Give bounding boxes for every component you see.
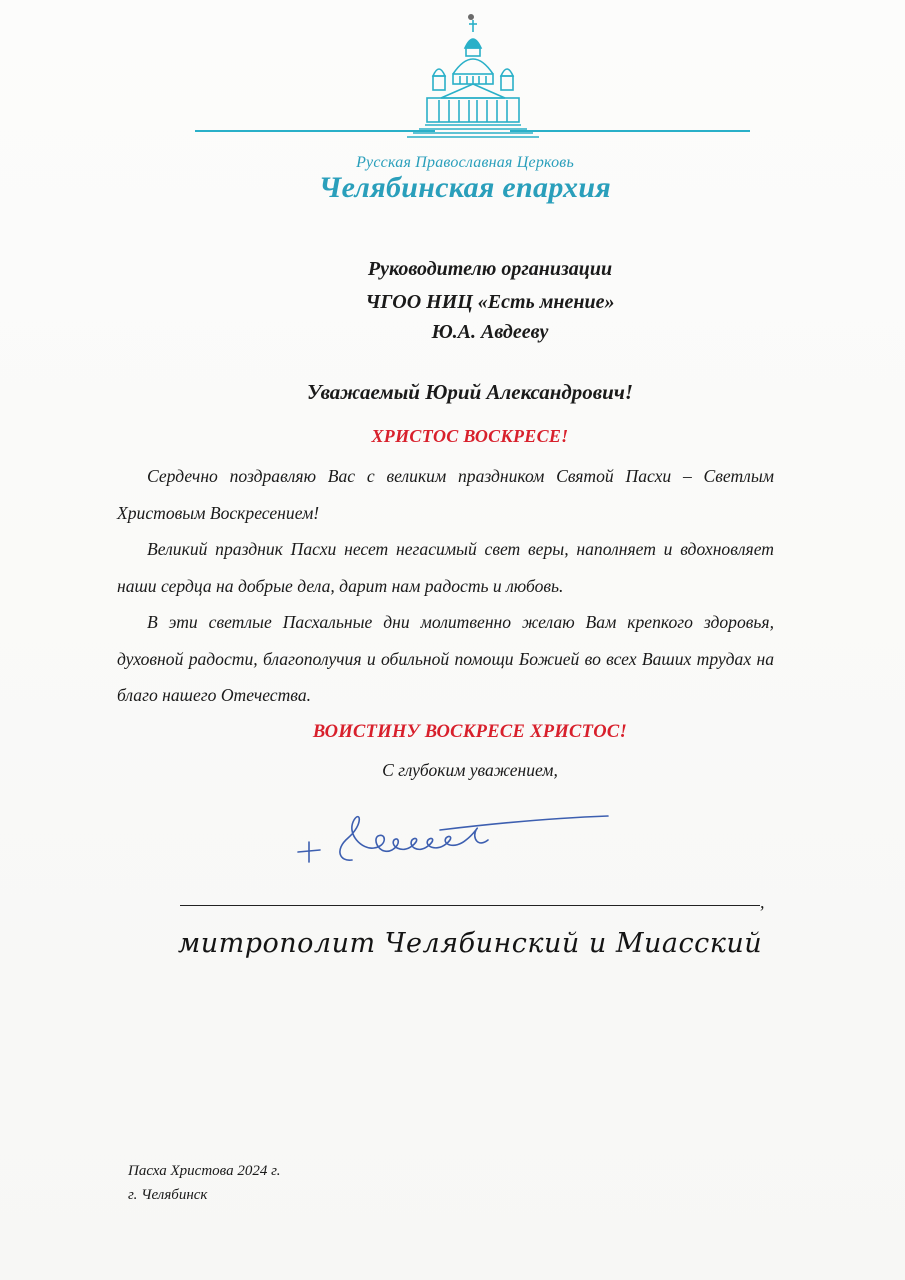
paragraph-2: Великий праздник Пасхи несет негасимый свет веры, наполняет и вдохновляет наши сердца на добрые дела, дарит нам радость и любовь. [117,539,774,596]
signature-comma: , [760,892,765,912]
addressee-line-2: ЧГОО НИЦ «Есть мнение» [365,291,615,313]
footer-date: Пасха Христова 2024 г. [128,1163,281,1179]
footer-place: г. Челябинск [128,1187,208,1203]
closing-line: С глубоким уважением, [382,760,558,780]
letterhead-rule-right [510,130,750,132]
headline-bottom: ВОИСТИНУ ВОСКРЕСЕ ХРИСТОС! [312,722,628,742]
letterhead-rule-left [195,130,435,132]
church-name: Русская Православная Церковь [356,154,574,171]
signature-line [180,905,760,906]
paragraph-3: В эти светлые Пасхальные дни молитвенно желаю Вам крепкого здоровья, духовной радости, благополучия и обильной помощи Божией во всех Ваших трудах на благо нашего Отечества. [117,612,774,705]
headline-top: ХРИСТОС ВОСКРЕСЕ! [371,426,569,446]
signature-icon [290,790,620,880]
addressee-line-3: Ю.А. Авдееву [431,321,549,343]
signer-title: митрополит Челябинский и Миасский [177,928,763,959]
eparchy-name: Челябинская епархия [318,171,612,204]
cathedral-logo-icon [405,18,541,146]
paragraph-1: Сердечно поздравляю Вас с великим праздником Святой Пасхи – Светлым Христовым Воскресением! [117,466,774,523]
salutation: Уважаемый Юрий Александрович! [306,380,634,404]
addressee-line-1: Руководителю организации [367,258,613,280]
